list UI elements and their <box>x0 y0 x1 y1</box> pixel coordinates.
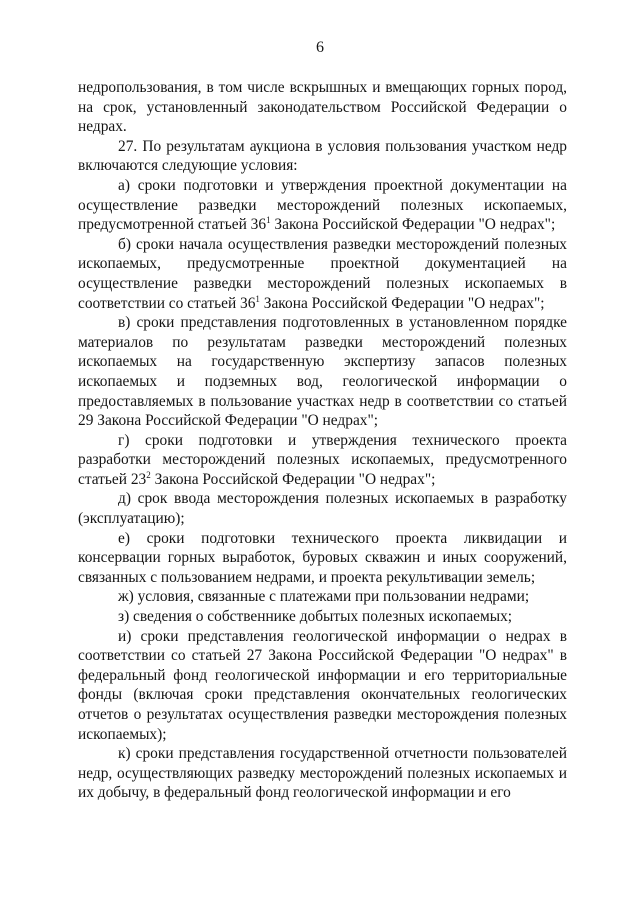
item-g-text-end: Закона Российской Федерации "О недрах"; <box>150 470 436 488</box>
item-g-text: г) сроки подготовки и утверждения технического проекта разработки месторождений полезных ископаемых, предусмотренного статьей 23 <box>78 431 567 488</box>
paragraph-item-a <box>78 176 567 235</box>
paragraph-item-g <box>78 431 567 490</box>
item-b-superscript: 1 <box>255 293 260 304</box>
paragraph-item-k: к) сроки представления государственной отчетности пользователей недр, осуществляющих разведку месторождений полезных ископаемых и их добычу, в федеральный фонд геологической информации и его <box>78 745 567 802</box>
paragraph-item-e: е) сроки подготовки технического проекта ликвидации и консервации горных выработок, буровых скважин и иных сооружений, связанных с пользованием недрами, и проекта рекультивации земель; <box>78 529 567 586</box>
paragraph-item-zh: ж) условия, связанные с платежами при пользовании недрами; <box>118 588 530 606</box>
item-a-superscript: 1 <box>266 215 271 226</box>
paragraph-continuation: недропользования, в том числе вскрышных и вмещающих горных пород, на срок, установленный законодательством Российской Федерации о недрах. <box>78 79 567 136</box>
document-body <box>78 78 567 803</box>
paragraph-item-d: д) срок ввода месторождения полезных ископаемых в разработку (эксплуатацию); <box>78 490 567 528</box>
paragraph-item-i: и) сроки представления геологической информации о недрах в соответствии со статьей 27 Закона Российской Федерации "О недрах" в федеральный фонд геологической информации и его территориальные фонды (включая сроки представления окончательных геологических отчетов о результатах осуществления разведки месторождения полезных ископаемых); <box>78 627 567 743</box>
item-g-superscript: 2 <box>146 469 151 480</box>
page-number: 6 <box>316 39 324 56</box>
item-b-text-end: Закона Российской Федерации "О недрах"; <box>259 294 545 312</box>
paragraph-item-v: в) сроки представления подготовленных в установленном порядке материалов по результатам разведки месторождений полезных ископаемых на государственную экспертизу запасов полезных ископаемых и подземных вод, геологической информации о предоставляемых в пользование участках недр в соответствии со статьей 29 Закона Российской Федерации "О недрах"; <box>78 314 567 430</box>
item-b-text: б) сроки начала осуществления разведки месторождений полезных ископаемых, предусмотренные проектной документацией на осуществление разведки месторождений полезных ископаемых в соответствии со статьей 36 <box>78 235 567 312</box>
item-a-text: а) сроки подготовки и утверждения проектной документации на осуществление разведки месторождений полезных ископаемых, предусмотренной статьей 36 <box>78 176 567 234</box>
paragraph-clause-27: 27. По результатам аукциона в условия пользования участком недр включаются следующие условия: <box>78 137 567 175</box>
paragraph-item-z: з) сведения о собственнике добытых полезных ископаемых; <box>118 608 513 626</box>
item-a-text-end: Закона Российской Федерации "О недрах"; <box>270 216 556 234</box>
paragraph-item-b <box>78 235 567 313</box>
